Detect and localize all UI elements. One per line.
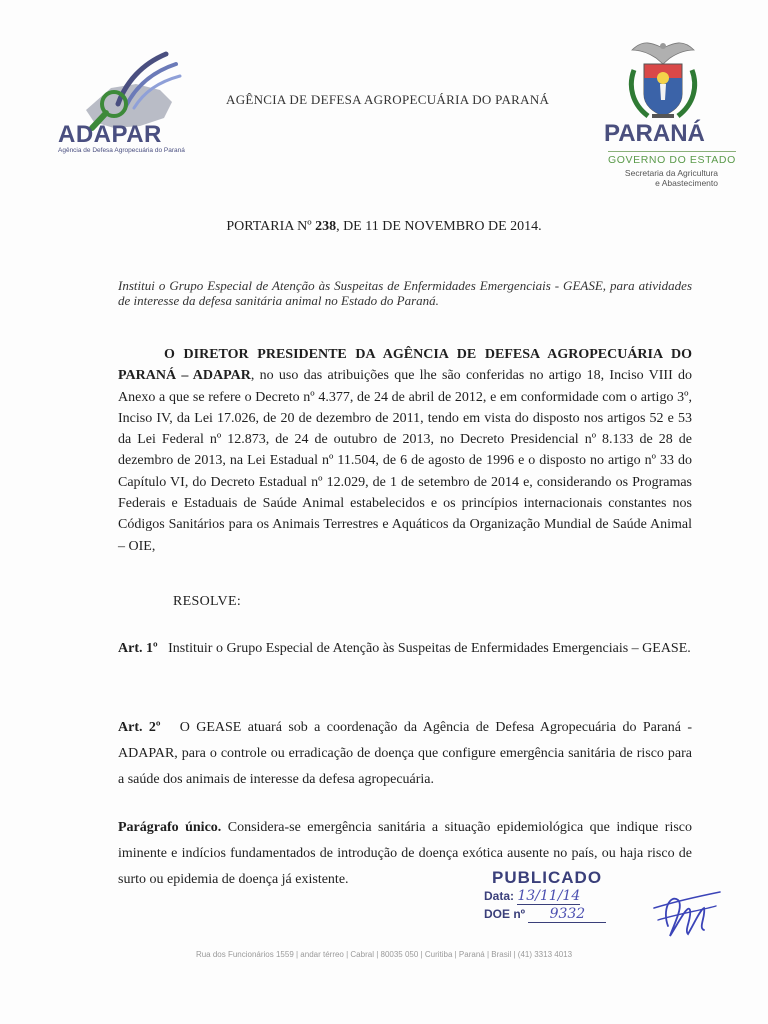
document-ementa: Institui o Grupo Especial de Atenção às Suspeitas de Enfermidades Emergenciais - GEASE, para atividades de interesse da defesa sanitária animal no Estado do Paraná.: [118, 278, 692, 308]
stamp-date-value: 13/11/14: [517, 888, 581, 904]
secretariat-line-2: e Abastecimento: [655, 178, 718, 188]
article-2: [118, 715, 692, 793]
state-coat-of-arms-icon: [622, 34, 704, 124]
paragrafo-label: Parágrafo único.: [118, 820, 222, 835]
preamble-lead: O DIRETOR PRESIDENTE DA AGÊNCIA DE DEFESA AGROPECUÁRIA DO PARANÁ – ADAPAR: [118, 347, 692, 384]
title-number: 238: [315, 219, 337, 234]
header-agency-name: AGÊNCIA DE DEFESA AGROPECUÁRIA DO PARANÁ: [226, 92, 550, 107]
stamp-doe-line: [484, 906, 606, 924]
publication-stamp: [484, 868, 606, 924]
article-2-text: O GEASE atuará sob a coordenação da Agência de Defesa Agropecuária do Paraná - ADAPAR, para o controle ou erradicação de doença que configure emergência sanitária de risco para a saúde dos animais de interesse da defesa agropecuária.: [118, 720, 693, 787]
stamp-doe-value: 9332: [528, 906, 606, 923]
stamp-doe-label: DOE nº: [484, 907, 526, 921]
footer-address: Rua dos Funcionários 1559 | andar térreo | Cabral | 80035 050 | Curitiba | Paraná | Brasil | (41) 3313 4013: [195, 950, 573, 959]
stamp-date-line: [484, 888, 606, 906]
article-1-label: Art. 1º: [118, 641, 158, 656]
parana-government-label: GOVERNO DO ESTADO: [608, 151, 736, 166]
preamble-body: , no uso das atribuições que lhe são conferidas no artigo 18, Inciso VIII do Anexo a que se refere o Decreto nº 4.377, de 24 de abril de 2012, e em conformidade com o artigo 3º, Inciso IV, da Lei 17.026, de 20 de dezembro de 2011, tendo em vista do disposto nos artigos 52 e 53 da Lei Federal nº 12.873, de 24 de outubro de 2013, no Decreto Presidencial nº 8.133 de 28 de dezembro de 2013, na Lei Estadual nº 11.504, de 6 de agosto de 1996 e o disposto no artigo nº 33 do Capítulo VI, do Decreto Estadual nº 12.029, de 1 de setembro de 2014 e, considerando os Programas Federais e Estaduais de Saúde Animal estabelecidos e os princípios internacionais constantes nos Códigos Sanitários para os Animais Terrestres e Aquáticos da Organização Mundial de Saúde Animal – OIE,: [118, 368, 692, 554]
article-2-label: Art. 2º: [118, 720, 161, 735]
stamp-title: PUBLICADO: [492, 868, 603, 887]
document-title: [0, 219, 768, 235]
adapar-logo-subtitle: Agência de Defesa Agropecuária do Paraná: [58, 147, 185, 154]
adapar-logo-name: ADAPAR: [58, 121, 162, 148]
document-preamble: [118, 344, 692, 557]
parana-logo-name: PARANÁ: [604, 120, 705, 147]
title-prefix: PORTARIA Nº: [226, 219, 316, 234]
article-1-text: Instituir o Grupo Especial de Atenção às Suspeitas de Enfermidades Emergenciais – GEASE.: [168, 641, 691, 656]
stamp-date-label: Data:: [484, 889, 515, 903]
secretariat-line-1: Secretaria da Agricultura: [624, 168, 718, 178]
signature-icon: [644, 880, 724, 944]
paragrafo-text: Considera-se emergência sanitária a situação epidemiológica que indique risco iminente e indícios fundamentados de introdução de doença exótica ausente no país, ou haja risco de surto ou epidemia de doença já existente.: [118, 820, 693, 887]
parana-secretariat: [608, 168, 718, 188]
title-suffix: , DE 11 DE NOVEMBRO DE 2014.: [336, 219, 542, 234]
resolve-heading: RESOLVE:: [173, 594, 242, 609]
article-1: [118, 636, 692, 662]
